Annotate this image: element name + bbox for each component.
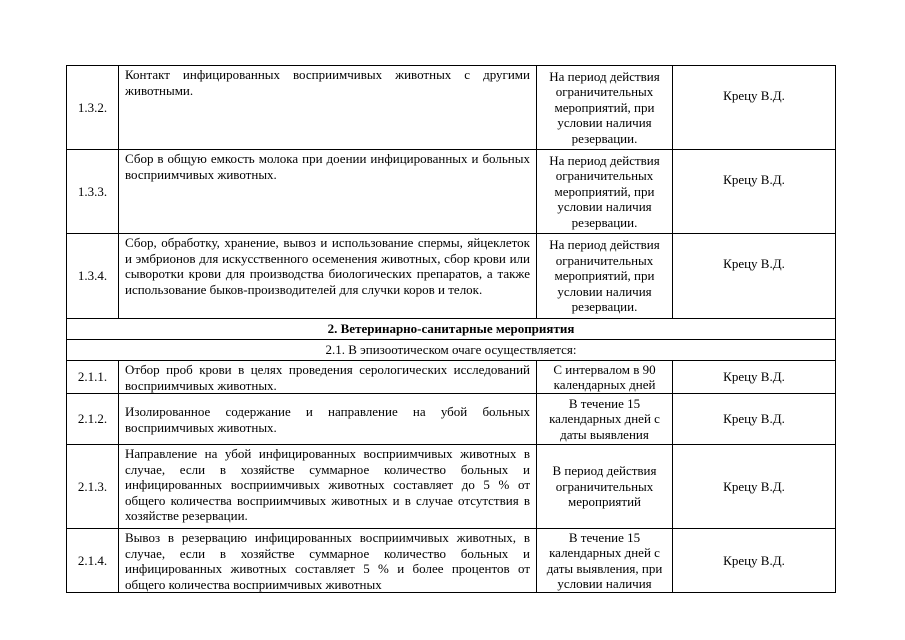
measure-term: В течение 15 календарных дней с даты выявления bbox=[537, 394, 673, 445]
measure-term: С интервалом в 90 календарных дней bbox=[537, 361, 673, 394]
responsible-person: Крецу В.Д. bbox=[673, 394, 836, 445]
section-title: 2. Ветеринарно-санитарные мероприятия bbox=[67, 319, 836, 340]
table-row bbox=[67, 361, 836, 394]
responsible-person: Крецу В.Д. bbox=[673, 445, 836, 529]
row-number: 2.1.1. bbox=[67, 361, 119, 394]
responsible-person: Крецу В.Д. bbox=[673, 234, 836, 319]
measure-term: На период действия ограничительных мероприятий, при условии наличия резервации. bbox=[537, 234, 673, 319]
table-row bbox=[67, 150, 836, 234]
measure-term: На период действия ограничительных мероприятий, при условии наличия резервации. bbox=[537, 150, 673, 234]
measure-description: Сбор, обработку, хранение, вывоз и использование спермы, яйцеклеток и эмбрионов для искусственного осеменения животных, сбор крови или сыворотки крови для производства биологических препаратов, а также использование быков-производителей для случки коров и телок. bbox=[119, 234, 537, 319]
table-row bbox=[67, 529, 836, 593]
row-number: 2.1.4. bbox=[67, 529, 119, 593]
section-row bbox=[67, 319, 836, 340]
measure-description: Направление на убой инфицированных восприимчивых животных в случае, если в хозяйстве суммарное количество больных и инфицированных восприимчивых животных составляет до 5 % от общего количества восприимчивых животных и в случае отсутствия в хозяйстве резервации. bbox=[119, 445, 537, 529]
measure-description: Сбор в общую емкость молока при доении инфицированных и больных восприимчивых животных. bbox=[119, 150, 537, 234]
measure-term: В период действия ограничительных мероприятий bbox=[537, 445, 673, 529]
table-row bbox=[67, 66, 836, 150]
row-number: 1.3.4. bbox=[67, 234, 119, 319]
row-number: 1.3.2. bbox=[67, 66, 119, 150]
measure-description: Контакт инфицированных восприимчивых животных с другими животными. bbox=[119, 66, 537, 150]
measure-description: Изолированное содержание и направление на убой больных восприимчивых животных. bbox=[119, 394, 537, 445]
measure-term: На период действия ограничительных мероприятий, при условии наличия резервации. bbox=[537, 66, 673, 150]
responsible-person: Крецу В.Д. bbox=[673, 361, 836, 394]
row-number: 2.1.3. bbox=[67, 445, 119, 529]
measure-description: Отбор проб крови в целях проведения серологических исследований восприимчивых животных. bbox=[119, 361, 537, 394]
responsible-person: Крецу В.Д. bbox=[673, 150, 836, 234]
responsible-person: Крецу В.Д. bbox=[673, 66, 836, 150]
responsible-person: Крецу В.Д. bbox=[673, 529, 836, 593]
measure-term: В течение 15 календарных дней с даты выявления, при условии наличия bbox=[546, 529, 663, 591]
table-row bbox=[67, 445, 836, 529]
measure-description: Вывоз в резервацию инфицированных восприимчивых животных, в случае, если в хозяйстве суммарное количество больных и инфицированных животных составляет 5 % и более процентов от общего количества восприимчивых животных bbox=[125, 530, 530, 592]
table-row bbox=[67, 234, 836, 319]
subsection-row bbox=[67, 340, 836, 361]
table-row bbox=[67, 394, 836, 445]
row-number: 1.3.3. bbox=[67, 150, 119, 234]
row-number: 2.1.2. bbox=[67, 394, 119, 445]
subsection-title: 2.1. В эпизоотическом очаге осуществляется: bbox=[67, 340, 836, 361]
measures-table bbox=[66, 65, 836, 593]
